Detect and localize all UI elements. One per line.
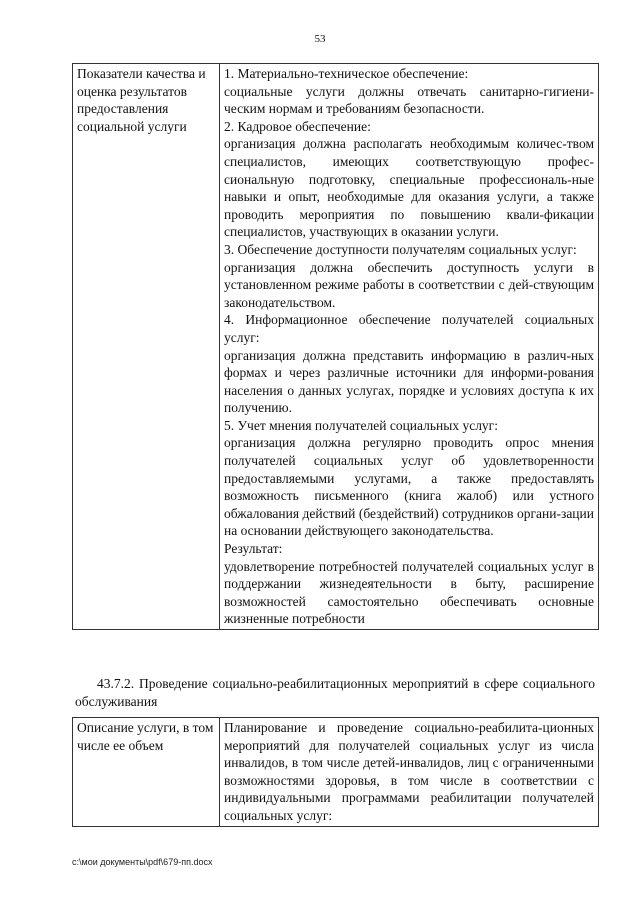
content-paragraph: Результат: [224, 541, 283, 557]
footer-file-path: c:\мои документы\pdf\679-пп.docx [72, 857, 213, 867]
content-paragraph: удовлетворение потребностей получателей социальных услуг в поддержании жизнедеятельности в быту, расширение возможностей самостоятельно обеспечивать основные жизненные потребности [224, 558, 594, 627]
table-row [73, 718, 599, 827]
content-paragraph: Планирование и проведение социально-реабилита-ционных мероприятий для получателей социальных услуг из числа инвалидов, в том числе детей-инвалидов, лиц с ограниченными возможностями здоровья, в том числе в соответствии с индивидуальными программами реабилитации получателей социальных услуг: [224, 720, 594, 823]
content-paragraph: 2. Кадровое обеспечение: [224, 118, 371, 134]
service-description-content [220, 718, 599, 827]
content-paragraph: организация должна располагать необходимым количес-твом специалистов, имеющих соответствующую профес-сиональную подготовку, специальные профессиональ-ные навыки и опыт, необходимые для оказания услуги, а также проводить мероприятия по повышению квали-фикации специалистов, участвующих в оказании услуги. [224, 136, 594, 240]
content-paragraph: 3. Обеспечение доступности получателям социальных услуг: [224, 241, 577, 257]
content-paragraph: 5. Учет мнения получателей социальных услуг: [224, 417, 498, 433]
content-paragraph: социальные услуги должны отвечать санитарно-гигиени-ческим нормам и требованиям безопасности. [224, 83, 594, 117]
row-label-service-description: Описание услуги, в том числе ее объем [73, 718, 220, 827]
table-row [73, 64, 599, 630]
content-paragraph: организация должна представить информацию в различ-ных формах и через различные источники для информи-рования населения о данных услугах, порядке и условиях доступа к их получению. [224, 347, 594, 416]
content-paragraph: организация должна регулярно проводить опрос мнения получателей социальных услуг об удовлетворенности предоставляемыми услугами, а также предоставлять возможность письменного (книга жалоб) или устного обжалования действий (бездействий) сотрудников органи-зации на основании действующего законодательства. [224, 435, 594, 539]
page-number: 53 [314, 33, 326, 45]
quality-indicators-content [220, 64, 599, 630]
section-heading [75, 675, 595, 711]
quality-indicators-table [72, 63, 599, 630]
content-paragraph: организация должна обеспечить доступность услуги в установленном режиме работы в соответствии с дей-ствующим законодательством. [224, 259, 594, 310]
service-description-table [72, 717, 599, 827]
section-heading-text: 43.7.2. Проведение социально-реабилитационных мероприятий в сфере социального обслуживания [75, 676, 595, 709]
content-paragraph: 4. Информационное обеспечение получателей социальных услуг: [224, 312, 594, 345]
content-paragraph: 1. Материально-техническое обеспечение: [224, 66, 469, 81]
row-label-quality-indicators: Показатели качества и оценка результатов предоставления социальной услуги [73, 64, 220, 630]
